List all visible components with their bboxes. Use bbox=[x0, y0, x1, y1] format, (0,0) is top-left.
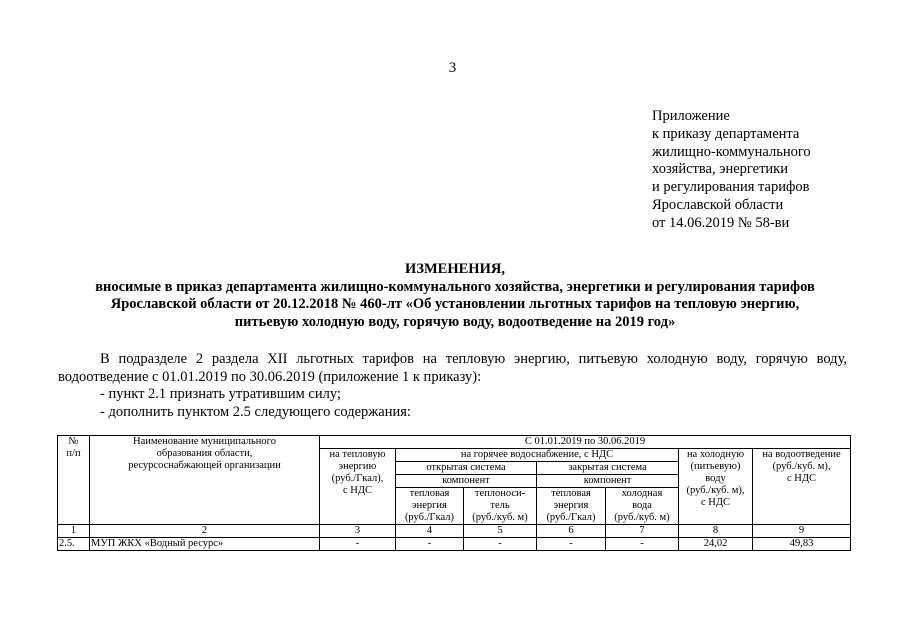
header-open-heat: тепловая энергия (руб./Гкал) bbox=[396, 488, 464, 525]
header-cold-water: на холодную (питьевую) воду (руб./куб. м), с НДС bbox=[679, 449, 753, 525]
column-number: 4 bbox=[396, 525, 464, 538]
cell-organization: МУП ЖКХ «Водный ресурс» bbox=[90, 538, 320, 551]
cell-open-carrier: - bbox=[464, 538, 537, 551]
appendix-line: Ярославской области bbox=[652, 196, 784, 213]
appendix-line: хозяйства, энергетики bbox=[652, 161, 788, 178]
tariff-table bbox=[57, 435, 851, 551]
title-line: Ярославской области от 20.12.2018 № 460-лт «Об установлении льготных тарифов на тепловую энергию, bbox=[110, 296, 800, 313]
intro-paragraph: В подразделе 2 раздела XII льготных тарифов на тепловую энергию, питьевую холодную воду, горячую воду, водоотведение с 01.01.2019 по 30.06.2019 (приложение 1 к приказу): bbox=[58, 351, 847, 385]
header-component-open: компонент bbox=[396, 475, 537, 488]
appendix-line: от 14.06.2019 № 58-ви bbox=[652, 214, 790, 231]
intro-item: - дополнить пунктом 2.5 следующего содержания: bbox=[100, 403, 411, 420]
header-num: № п/п bbox=[58, 436, 90, 525]
document-title bbox=[60, 261, 850, 331]
cell-closed-heat: - bbox=[537, 538, 606, 551]
header-heat: на тепловую энергию (руб./Гкал), с НДС bbox=[320, 449, 396, 525]
appendix-line: жилищно-коммунального bbox=[652, 143, 811, 160]
column-number: 6 bbox=[537, 525, 606, 538]
column-number: 7 bbox=[606, 525, 679, 538]
cell-cold-water: 24,02 bbox=[679, 538, 753, 551]
title-line: вносимые в приказ департамента жилищно-коммунального хозяйства, энергетики и регулирования тарифов bbox=[95, 278, 815, 295]
column-numbers-row bbox=[58, 525, 851, 538]
cell-closed-cold-water: - bbox=[606, 538, 679, 551]
column-number: 2 bbox=[90, 525, 320, 538]
intro-text bbox=[58, 351, 847, 421]
intro-item: - пункт 2.1 признать утратившим силу; bbox=[100, 386, 341, 403]
column-number: 8 bbox=[679, 525, 753, 538]
cell-sewer: 49,83 bbox=[753, 538, 851, 551]
header-period: С 01.01.2019 по 30.06.2019 bbox=[320, 436, 851, 449]
cell-open-heat: - bbox=[396, 538, 464, 551]
header-closed-heat: тепловая энергия (руб./Гкал) bbox=[537, 488, 606, 525]
appendix-line: и регулирования тарифов bbox=[652, 179, 810, 196]
column-number: 1 bbox=[58, 525, 90, 538]
cell-heat: - bbox=[320, 538, 396, 551]
header-closed-system: закрытая система bbox=[537, 462, 679, 475]
header-open-carrier: теплоноси- тель (руб./куб. м) bbox=[464, 488, 537, 525]
header-closed-cold-water: холодная вода (руб./куб. м) bbox=[606, 488, 679, 525]
appendix-line: к приказу департамента bbox=[652, 125, 800, 142]
cell-num: 2.5. bbox=[58, 538, 90, 551]
page-number: 3 bbox=[448, 60, 457, 76]
table-row bbox=[58, 538, 851, 551]
header-sewer: на водоотведение (руб./куб. м), с НДС bbox=[753, 449, 851, 525]
header-hot-water: на горячее водоснабжение, с НДС bbox=[396, 449, 679, 462]
appendix-block bbox=[652, 108, 811, 233]
appendix-line: Приложение bbox=[652, 108, 730, 124]
column-number: 5 bbox=[464, 525, 537, 538]
header-name: Наименование муниципального образования области, ресурсоснабжающей организации bbox=[90, 436, 320, 525]
title-line: ИЗМЕНЕНИЯ, bbox=[405, 261, 505, 277]
title-line: питьевую холодную воду, горячую воду, водоотведение на 2019 год» bbox=[234, 313, 676, 330]
column-number: 9 bbox=[753, 525, 851, 538]
header-open-system: открытая система bbox=[396, 462, 537, 475]
header-component-closed: компонент bbox=[537, 475, 679, 488]
column-number: 3 bbox=[320, 525, 396, 538]
